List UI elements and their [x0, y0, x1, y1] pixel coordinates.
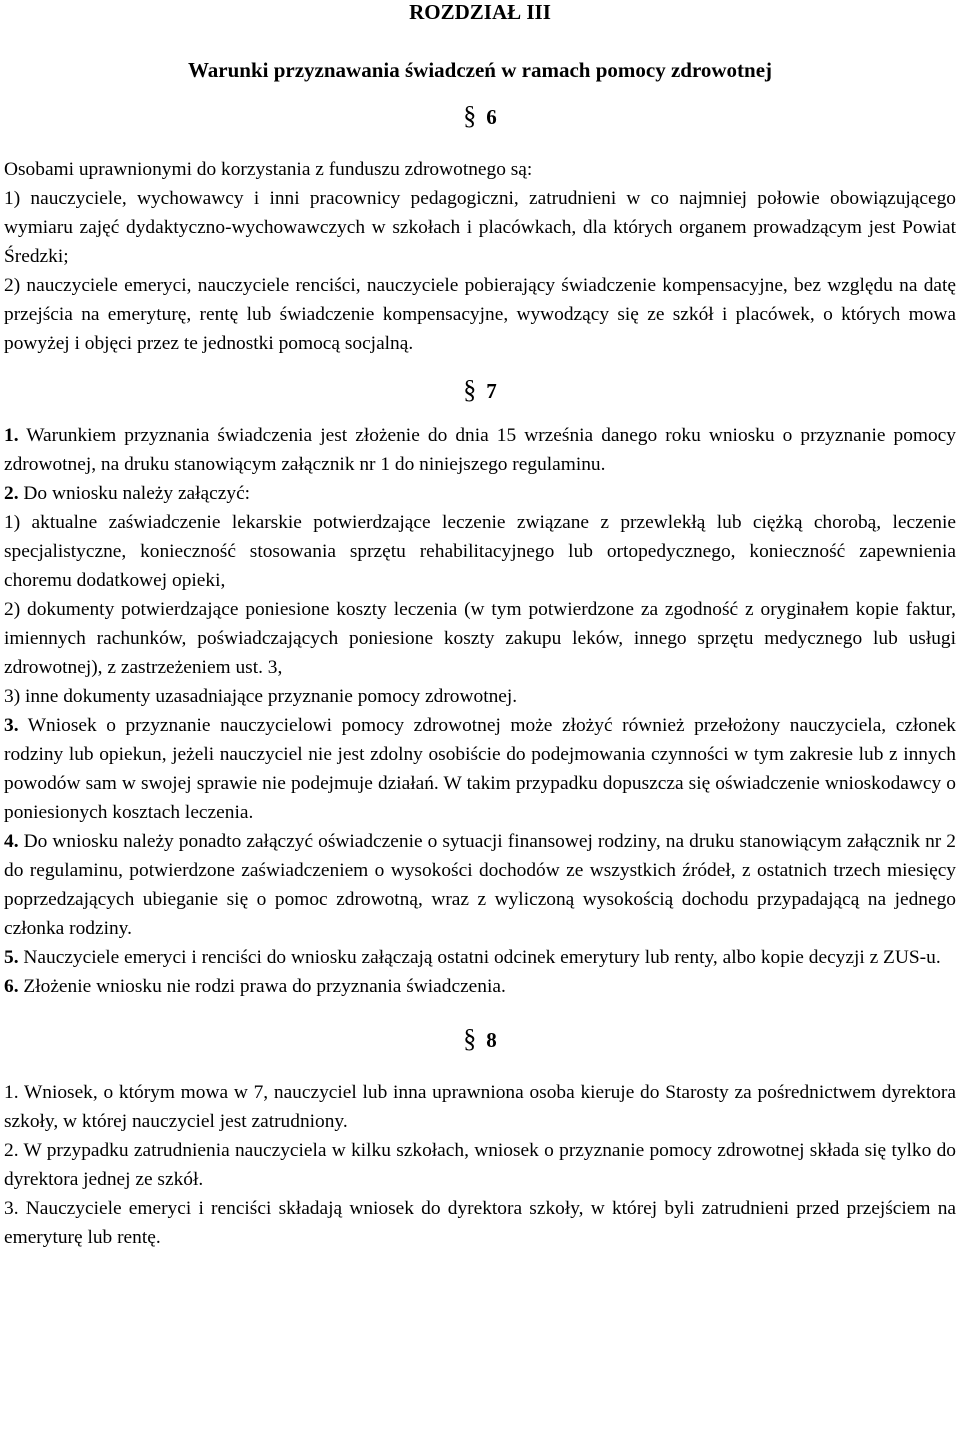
paragraph-text: Wniosek o przyznanie nauczycielowi pomocy zdrowotnej może złożyć również przełożony nauczyciela, członek rodziny lub opiekun, jeżeli nauczyciel nie jest zdolny osobiście do podejmowania czynności w tym zakresie lub z innych powodów sam w swojej sprawie nie podejmuje działań. W takim przypadku dopuszcza się oświadczenie wnioskodawcy o poniesionych kosztach leczenia.: [4, 715, 956, 823]
paragraph-number: 5.: [4, 947, 19, 968]
section-heading-7: [4, 375, 956, 404]
section-number: 6: [486, 105, 497, 129]
section-heading-6: [4, 101, 956, 130]
paragraph-text: Nauczyciele emeryci i renciści do wniosku załączają ostatni odcinek emerytury lub renty, albo kopie decyzji z ZUS-u.: [18, 947, 941, 968]
section-symbol: §: [463, 1024, 477, 1053]
s7-paragraph-2-item-3: 3) inne dokumenty uzasadniające przyznanie pomocy zdrowotnej.: [4, 686, 518, 707]
s7-paragraph-1: [4, 421, 956, 479]
chapter-title: ROZDZIAŁ III: [409, 0, 551, 24]
paragraph-text: Złożenie wniosku nie rodzi prawa do przyznania świadczenia.: [18, 976, 506, 997]
section-number: 7: [486, 379, 497, 403]
s7-paragraph-2-item-2: 2) dokumenty potwierdzające poniesione koszty leczenia (w tym potwierdzone za zgodność z oryginałem kopie faktur, imiennych rachunków, poświadczających poniesione koszty zakupu leków, innego sprzętu medycznego lub usługi zdrowotnej), z zastrzeżeniem ust. 3,: [4, 599, 956, 678]
s6-intro: Osobami uprawnionymi do korzystania z funduszu zdrowotnego są:: [4, 159, 533, 180]
s8-paragraph-1: 1. Wniosek, o którym mowa w 7, nauczyciel lub inna uprawniona osoba kieruje do Starosty za pośrednictwem dyrektora szkoły, w której nauczyciel jest zatrudniony.: [4, 1082, 956, 1132]
paragraph-text: Do wniosku należy ponadto załączyć oświadczenie o sytuacji finansowej rodziny, na druku stanowiącym załącznik nr 2 do regulaminu, potwierdzone zaświadczeniem o wysokości dochodów ze wszystkich źródeł, z ostatnich trzech miesięcy poprzedzających ubieganie się o pomoc zdrowotną, wraz z wyliczoną wysokością dochodu przypadającą na jednego członka rodziny.: [4, 831, 956, 939]
s8-paragraph-3: 3. Nauczyciele emeryci i renciści składają wniosek do dyrektora szkoły, w której byli zatrudnieni przed przejściem na emeryturę lub rentę.: [4, 1198, 956, 1248]
s7-paragraph-4: [4, 827, 956, 943]
s7-paragraph-2: [4, 479, 956, 508]
s7-paragraph-2-item-1: 1) aktualne zaświadczenie lekarskie potwierdzające leczenie związane z przewlekłą lub ciężką chorobą, leczenie specjalistyczne, konieczność stosowania sprzętu rehabilitacyjnego lub ortopedycznego, konieczność zapewnienia choremu dodatkowej opieki,: [4, 512, 956, 591]
s8-paragraph-2: 2. W przypadku zatrudnienia nauczyciela w kilku szkołach, wniosek o przyznanie pomocy zdrowotnej składa się tylko do dyrektora jednej ze szkół.: [4, 1140, 956, 1190]
s6-item-1: 1) nauczyciele, wychowawcy i inni pracownicy pedagogiczni, zatrudnieni w co najmniej połowie obowiązującego wymiaru zajęć dydaktyczno-wychowawczych w szkołach i placówkach, dla których organem prowadzącym jest Powiat Średzki;: [4, 188, 956, 267]
section-number: 8: [486, 1028, 497, 1052]
s7-paragraph-6: [4, 972, 956, 1001]
s6-item-2: 2) nauczyciele emeryci, nauczyciele renciści, nauczyciele pobierający świadczenie kompensacyjne, bez względu na datę przejścia na emeryturę, rentę lub świadczenie kompensacyjne, wywodzący się ze szkół i placówek, o których mowa powyżej i objęci przez te jednostki pomocą socjalną.: [4, 275, 956, 354]
paragraph-number: 3.: [4, 715, 19, 736]
s7-paragraph-3: [4, 711, 956, 827]
paragraph-text: Warunkiem przyznania świadczenia jest złożenie do dnia 15 września danego roku wniosku o przyznanie pomocy zdrowotnej, na druku stanowiącym załącznik nr 1 do niniejszego regulaminu.: [4, 425, 956, 475]
section-heading-8: [4, 1024, 956, 1053]
paragraph-number: 4.: [4, 831, 19, 852]
section-symbol: §: [463, 101, 477, 130]
section-symbol: §: [463, 375, 477, 404]
s7-paragraph-5: [4, 943, 956, 972]
paragraph-number: 2.: [4, 483, 19, 504]
chapter-subtitle: Warunki przyznawania świadczeń w ramach pomocy zdrowotnej: [187, 58, 773, 82]
paragraph-text: Do wniosku należy załączyć:: [18, 483, 251, 504]
paragraph-number: 6.: [4, 976, 19, 997]
paragraph-number: 1.: [4, 425, 19, 446]
